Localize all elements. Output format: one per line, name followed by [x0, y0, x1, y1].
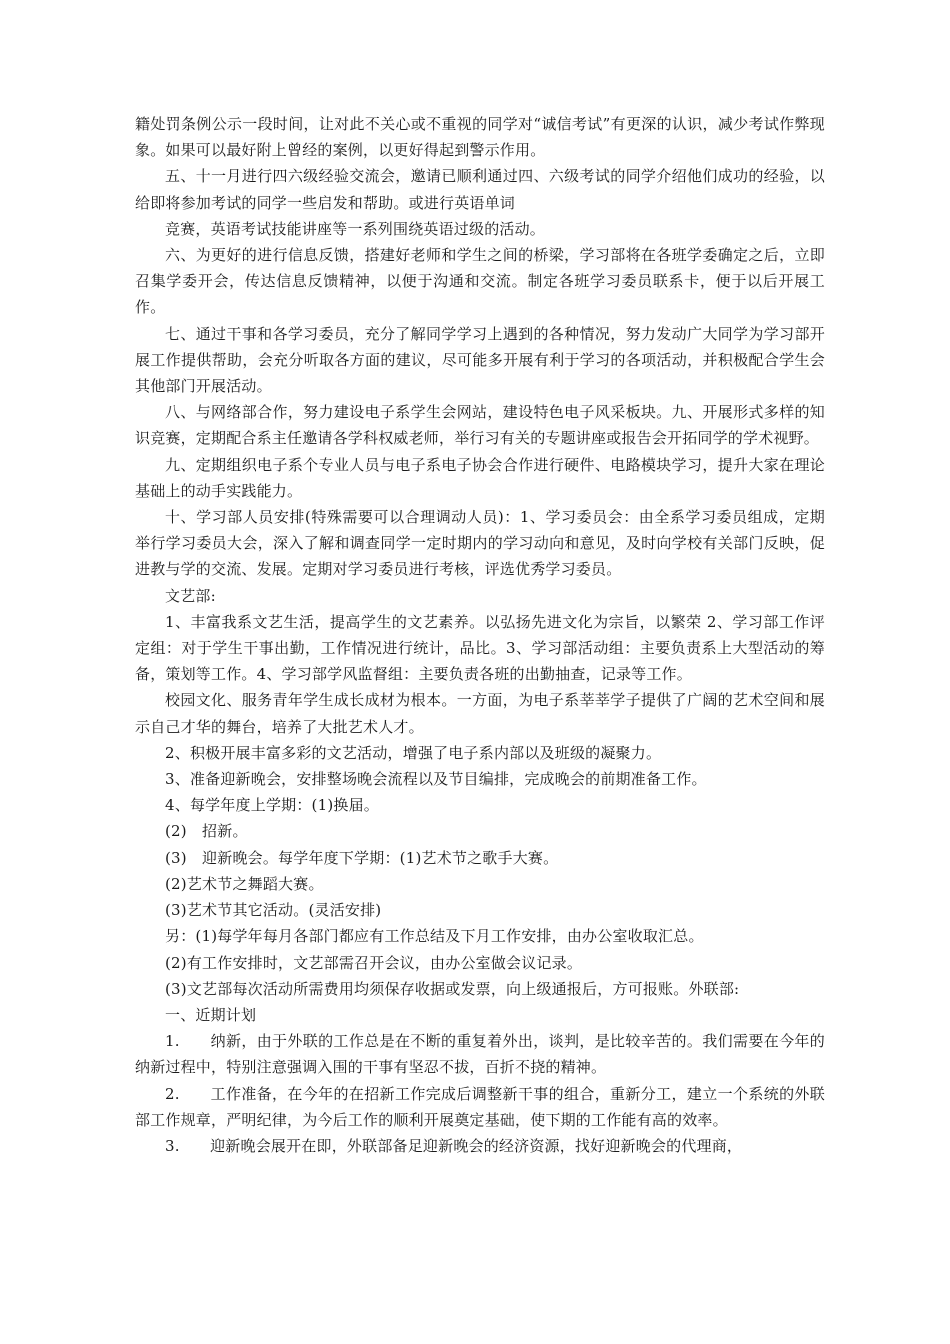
- paragraph: 五、十一月进行四六级经验交流会，邀请已顺利通过四、六级考试的同学介绍他们成功的经验，以给即将参加考试的同学一些启发和帮助。或进行英语单词: [135, 167, 825, 212]
- paragraph: 3、准备迎新晚会，安排整场晚会流程以及节目编排，完成晚会的前期准备工作。: [165, 770, 707, 789]
- list-item: (2)艺术节之舞蹈大赛。: [165, 874, 324, 893]
- list-item: (2) 招新。: [165, 822, 248, 841]
- paragraph: 六、为更好的进行信息反馈，搭建好老师和学生之间的桥梁，学习部将在各班学委确定之后，立即召集学委开会，传达信息反馈精神，以便于沟通和交流。制定各班学习委员联系卡，便于以后开展工作。: [135, 246, 825, 317]
- paragraph: 1、丰富我系文艺生活，提高学生的文艺素养。以弘扬先进文化为宗旨，以繁荣 2、学习部工作评定组：对于学生干事出勤，工作情况进行统计，品比。3、学习部活动组：主要负责系上大型活动的筹备，策划等工作。4、学习部学风监督组：主要负责各班的出勤抽查，记录等工作。: [135, 612, 825, 684]
- section-heading: 文艺部:: [165, 586, 216, 605]
- paragraph: 另：(1)每学年每月各部门都应有工作总结及下月工作安排，由办公室收取汇总。: [165, 927, 704, 946]
- paragraph: 4、每学年度上学期：(1)换届。: [165, 796, 379, 815]
- list-item: 1. 纳新，由于外联的工作总是在不断的重复着外出，谈判，是比较辛苦的。我们需要在今年的纳新过程中，特别注意强调入围的干事有坚忍不拔，百折不挠的精神。: [135, 1032, 825, 1077]
- paragraph: 九、定期组织电子系个专业人员与电子系电子协会合作进行硬件、电路模块学习，提升大家在理论基础上的动手实践能力。: [135, 455, 825, 500]
- list-item: (3) 迎新晚会。每学年度下学期：(1)艺术节之歌手大赛。: [165, 848, 559, 867]
- paragraph: 八、与网络部合作，努力建设电子系学生会网站，建设特色电子风采板块。九、开展形式多样的知识竞赛，定期配合系主任邀请各学科权威老师，举行习有关的专题讲座或报告会开拓同学的学术视野。: [135, 403, 825, 448]
- list-item: 3. 迎新晚会展开在即，外联部备足迎新晚会的经济资源，找好迎新晚会的代理商，: [165, 1136, 743, 1155]
- list-item: (3)文艺部每次活动所需费用均须保存收据或发票，向上级通报后，方可报账。外联部:: [165, 979, 740, 998]
- list-item: (2)有工作安排时，文艺部需召开会议，由办公室做会议记录。: [165, 953, 583, 972]
- paragraph: 十、学习部人员安排(特殊需要可以合理调动人员)：1、学习委员会：由全系学习委员组成，定期举行学习委员大会，深入了解和调查同学一定时期内的学习动向和意见，及时向学校有关部门反映，促进教与学的交流、发展。定期对学习委员进行考核，评选优秀学习委员。: [135, 508, 825, 579]
- section-heading: 一、近期计划: [165, 1005, 257, 1024]
- document-body: [135, 111, 825, 1159]
- paragraph: 校园文化、服务青年学生成长成材为根本。一方面，为电子系莘莘学子提供了广阔的艺术空间和展示自己才华的舞台，培养了大批艺术人才。: [135, 691, 825, 736]
- paragraph: 七、通过干事和各学习委员，充分了解同学学习上遇到的各种情况，努力发动广大同学为学习部开展工作提供帮助，会充分听取各方面的建议，尽可能多开展有利于学习的各项活动，并积极配合学生会其他部门开展活动。: [135, 324, 825, 396]
- list-item: (3)艺术节其它活动。(灵活安排): [165, 901, 382, 920]
- list-item: 2. 工作准备，在今年的在招新工作完成后调整新干事的组合，重新分工，建立一个系统的外联部工作规章，严明纪律，为今后工作的顺利开展奠定基础，使下期的工作能有高的效率。: [135, 1084, 825, 1129]
- paragraph: 2、积极开展丰富多彩的文艺活动，增强了电子系内部以及班级的凝聚力。: [165, 743, 662, 762]
- paragraph: 竞赛，英语考试技能讲座等一系列围绕英语过级的活动。: [165, 219, 546, 238]
- paragraph: 籍处罚条例公示一段时间，让对此不关心或不重视的同学对“诚信考试”有更深的认识，减少考试作弊现象。如果可以最好附上曾经的案例，以更好得起到警示作用。: [135, 115, 825, 160]
